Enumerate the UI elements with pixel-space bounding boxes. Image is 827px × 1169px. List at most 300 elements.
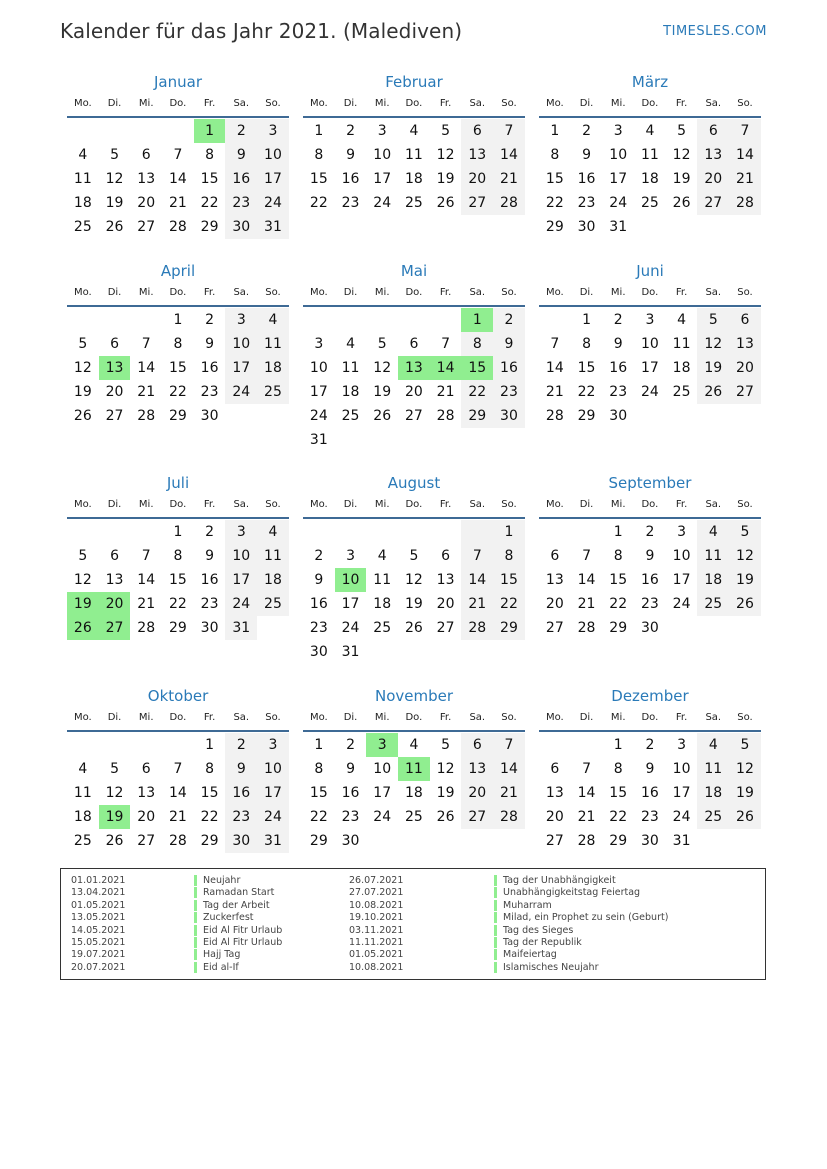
weekday-label: Do. [169,499,187,510]
weekday-label: Mo. [309,287,328,298]
week-row [67,215,289,239]
empty-day-cell [539,520,571,544]
day-cell: 20 [697,167,729,191]
weekday-label: Sa. [233,499,250,510]
week-row [67,332,289,356]
week-row [539,332,761,356]
day-cell: 23 [200,596,219,612]
day-cell: 29 [609,620,628,636]
day-cell: 29 [461,404,493,428]
legend-holiday-name: Eid al-If [194,962,239,973]
empty-day-cell [697,404,729,428]
brand-logo[interactable]: TIMESLES.COM [663,24,767,39]
legend-date: 14.05.2021 [71,924,126,936]
week-row [303,568,525,592]
day-cell: 22 [168,596,187,612]
week-row [539,616,761,640]
week-row [303,380,525,404]
holiday-day-cell: 26 [67,616,99,640]
weekday-label: Di. [343,287,358,298]
weekday-label: So. [265,98,281,109]
day-cell: 25 [373,620,392,636]
month-days [67,732,289,853]
week-row [67,520,289,544]
day-cell: 28 [137,408,156,424]
empty-day-cell [634,404,666,428]
day-cell: 8 [613,548,623,564]
day-cell: 18 [404,785,423,801]
legend-holiday-name: Neujahr [194,875,240,886]
empty-day-cell [99,733,131,757]
day-cell: 20 [729,356,761,380]
day-cell: 8 [550,147,560,163]
legend-date: 15.05.2021 [71,937,126,948]
empty-day-cell [335,308,367,332]
empty-day-cell [430,308,462,332]
day-cell: 3 [377,123,387,139]
week-row [67,191,289,215]
day-cell: 11 [257,332,289,356]
day-cell: 23 [225,191,257,215]
day-cell: 24 [609,195,628,211]
month-name: Oktober [147,687,209,705]
week-row [67,616,289,640]
month-8 [303,471,525,664]
holiday-day-cell: 10 [335,568,367,592]
day-cell: 13 [105,572,124,588]
day-cell: 10 [309,360,328,376]
weekday-label: Fr. [203,287,216,298]
holiday-day-cell: 1 [194,119,226,143]
day-cell: 4 [377,548,387,564]
weekday-label: So. [737,499,753,510]
weekday-label: So. [265,499,281,510]
day-cell: 2 [225,733,257,757]
week-row [303,520,525,544]
day-cell: 1 [314,123,324,139]
weekday-label: So. [501,499,517,510]
legend-date: 11.11.2021 [349,937,404,948]
weekday-label: Mo. [309,499,328,510]
legend-date: 20.07.2021 [71,961,126,973]
weekday-label: So. [501,712,517,723]
day-cell: 8 [205,147,215,163]
week-row [539,119,761,143]
day-cell: 12 [73,572,92,588]
day-cell: 17 [225,568,257,592]
week-row [303,640,525,664]
weekday-label: So. [265,287,281,298]
day-cell: 23 [309,620,328,636]
day-cell: 22 [577,384,596,400]
day-cell: 7 [582,761,591,777]
day-cell: 28 [436,408,455,424]
day-cell: 4 [677,312,687,328]
day-cell: 21 [493,781,525,805]
holiday-day-cell: 13 [99,356,131,380]
day-cell: 23 [341,195,360,211]
day-cell: 26 [73,408,92,424]
day-cell: 21 [493,167,525,191]
day-cell: 3 [257,119,289,143]
day-cell: 24 [309,408,328,424]
empty-day-cell [666,616,698,640]
day-cell: 21 [577,809,596,825]
legend-date: 01.01.2021 [71,875,126,886]
day-cell: 18 [257,568,289,592]
weekday-label: Sa. [469,712,486,723]
day-cell: 25 [257,592,289,616]
week-row [303,829,525,853]
day-cell: 12 [729,544,761,568]
day-cell: 5 [110,761,119,777]
day-cell: 22 [493,592,525,616]
week-row [539,592,761,616]
week-row [303,781,525,805]
day-cell: 28 [461,616,493,640]
day-cell: 25 [341,408,360,424]
day-cell: 19 [729,568,761,592]
day-cell: 15 [309,171,328,187]
day-cell: 18 [73,195,92,211]
weekday-label: So. [737,98,753,109]
day-cell: 7 [173,761,183,777]
day-cell: 16 [577,171,596,187]
empty-day-cell [493,829,525,853]
day-cell: 19 [672,171,691,187]
day-cell: 6 [461,733,493,757]
empty-day-cell [257,616,289,640]
day-cell: 1 [582,312,591,328]
holiday-day-cell: 15 [461,356,493,380]
day-cell: 30 [640,833,659,849]
day-cell: 2 [493,308,525,332]
day-cell: 20 [137,809,156,825]
month-name: November [374,687,454,705]
holiday-day-cell: 11 [398,757,430,781]
day-cell: 23 [609,384,628,400]
month-name: Mai [400,262,428,280]
weekday-label: Sa. [233,287,250,298]
day-cell: 16 [341,171,360,187]
day-cell: 4 [78,147,88,163]
day-cell: 23 [577,195,596,211]
empty-day-cell [430,640,462,664]
day-cell: 19 [729,781,761,805]
day-cell: 1 [613,524,623,540]
week-row [303,757,525,781]
day-cell: 18 [697,781,729,805]
week-row [67,356,289,380]
holiday-day-cell: 14 [430,356,462,380]
day-cell: 28 [577,620,596,636]
day-cell: 20 [545,809,564,825]
week-row [303,143,525,167]
week-row [303,356,525,380]
month-days [539,118,761,239]
day-cell: 25 [73,219,92,235]
legend-date: 26.07.2021 [349,875,404,886]
day-cell: 5 [78,548,88,564]
day-cell: 15 [545,171,564,187]
week-row [539,356,761,380]
day-cell: 18 [373,596,392,612]
day-cell: 11 [404,147,423,163]
day-cell: 15 [168,360,187,376]
weekday-label: Mi. [610,499,626,510]
day-cell: 19 [373,384,392,400]
empty-day-cell [398,640,430,664]
week-row [303,592,525,616]
day-cell: 18 [257,356,289,380]
day-cell: 5 [441,737,451,753]
weekday-label: Do. [405,712,423,723]
legend-holiday-name: Eid Al Fitr Urlaub [194,925,282,936]
week-row [303,428,525,452]
empty-day-cell [130,733,162,757]
day-cell: 15 [609,572,628,588]
weekday-header [539,94,761,118]
weekday-label: So. [501,98,517,109]
week-row [67,544,289,568]
day-cell: 20 [545,596,564,612]
weekday-label: Do. [641,98,659,109]
empty-day-cell [130,119,162,143]
day-cell: 6 [441,548,451,564]
weekday-header [303,708,525,732]
day-cell: 6 [729,308,761,332]
day-cell: 20 [105,384,124,400]
day-cell: 22 [609,596,628,612]
day-cell: 25 [73,833,92,849]
weekday-label: Mo. [545,712,564,723]
day-cell: 17 [672,785,691,801]
day-cell: 28 [168,833,187,849]
day-cell: 15 [609,785,628,801]
weekday-label: Do. [641,712,659,723]
day-cell: 4 [346,336,355,352]
day-cell: 1 [613,737,623,753]
day-cell: 10 [672,548,691,564]
empty-day-cell [461,640,493,664]
day-cell: 4 [257,308,289,332]
day-cell: 23 [640,596,659,612]
day-cell: 12 [105,785,124,801]
week-row [539,404,761,428]
week-row [303,544,525,568]
day-cell: 30 [200,408,219,424]
day-cell: 7 [493,733,525,757]
legend-holiday-name: Zuckerfest [194,912,254,923]
day-cell: 14 [493,757,525,781]
day-cell: 9 [346,147,355,163]
empty-day-cell [493,428,525,452]
day-cell: 18 [672,360,691,376]
empty-day-cell [366,520,398,544]
weekday-header [303,283,525,307]
weekday-label: Sa. [469,287,486,298]
weekday-label: Mo. [545,499,564,510]
weekday-label: Mi. [138,287,154,298]
day-cell: 1 [550,123,560,139]
day-cell: 8 [173,336,183,352]
empty-day-cell [130,520,162,544]
holiday-day-cell: 20 [99,592,131,616]
day-cell: 12 [729,757,761,781]
day-cell: 22 [309,809,328,825]
day-cell: 23 [225,805,257,829]
empty-day-cell [67,520,99,544]
weekday-label: Sa. [469,98,486,109]
day-cell: 11 [697,757,729,781]
day-cell: 30 [309,644,328,660]
legend-date: 10.08.2021 [349,899,404,911]
day-cell: 23 [640,809,659,825]
week-row [539,167,761,191]
week-row [303,805,525,829]
empty-day-cell [729,215,761,239]
weekday-label: Fr. [439,499,452,510]
weekday-label: Do. [405,499,423,510]
weekday-label: Sa. [705,712,722,723]
legend-holiday-name: Hajj Tag [194,949,240,960]
empty-day-cell [366,428,398,452]
day-cell: 4 [257,520,289,544]
day-cell: 9 [225,757,257,781]
day-cell: 2 [314,548,324,564]
empty-day-cell [729,829,761,853]
day-cell: 22 [545,195,564,211]
empty-day-cell [430,520,462,544]
day-cell: 28 [493,805,525,829]
legend-date: 01.05.2021 [349,949,404,961]
day-cell: 8 [314,761,324,777]
weekday-label: Fr. [675,712,688,723]
day-cell: 7 [582,548,591,564]
day-cell: 31 [672,833,691,849]
day-cell: 7 [461,544,493,568]
day-cell: 6 [550,548,560,564]
day-cell: 25 [640,195,659,211]
day-cell: 7 [141,548,151,564]
day-cell: 29 [309,833,328,849]
day-cell: 24 [373,195,392,211]
day-cell: 2 [645,524,655,540]
day-cell: 30 [493,404,525,428]
day-cell: 5 [729,520,761,544]
day-cell: 24 [257,191,289,215]
day-cell: 27 [137,833,156,849]
day-cell: 29 [493,616,525,640]
day-cell: 30 [577,219,596,235]
day-cell: 23 [200,384,219,400]
day-cell: 11 [373,572,392,588]
day-cell: 7 [173,147,183,163]
day-cell: 3 [225,520,257,544]
weekday-label: Sa. [233,712,250,723]
day-cell: 3 [314,336,324,352]
legend-date: 27.07.2021 [349,887,404,899]
day-cell: 31 [609,219,628,235]
legend-holiday-name: Tag der Unabhängigkeit [494,875,616,886]
empty-day-cell [697,829,729,853]
day-cell: 12 [697,332,729,356]
day-cell: 15 [493,568,525,592]
empty-day-cell [571,520,603,544]
empty-day-cell [430,829,462,853]
day-cell: 1 [173,312,183,328]
day-cell: 15 [200,785,219,801]
month-7 [67,471,289,640]
day-cell: 25 [697,805,729,829]
day-cell: 30 [225,215,257,239]
empty-day-cell [666,404,698,428]
empty-day-cell [634,215,666,239]
day-cell: 6 [550,761,560,777]
legend-holiday-name: Ramadan Start [194,887,274,898]
day-cell: 13 [137,785,156,801]
day-cell: 1 [314,737,324,753]
day-cell: 14 [168,171,187,187]
empty-day-cell [99,520,131,544]
day-cell: 6 [461,119,493,143]
day-cell: 12 [73,360,92,376]
week-row [539,757,761,781]
day-cell: 15 [200,171,219,187]
day-cell: 21 [168,195,187,211]
empty-day-cell [729,404,761,428]
weekday-label: Do. [169,712,187,723]
day-cell: 7 [550,336,560,352]
day-cell: 25 [257,380,289,404]
weekday-label: Fr. [675,287,688,298]
empty-day-cell [67,308,99,332]
day-cell: 10 [257,143,289,167]
day-cell: 18 [640,171,659,187]
day-cell: 11 [257,544,289,568]
empty-day-cell [257,404,289,428]
empty-day-cell [461,829,493,853]
day-cell: 29 [577,408,596,424]
day-cell: 10 [257,757,289,781]
day-cell: 20 [461,167,493,191]
weekday-label: Mi. [374,499,390,510]
day-cell: 26 [436,809,455,825]
empty-day-cell [461,428,493,452]
day-cell: 2 [225,119,257,143]
day-cell: 3 [346,548,355,564]
day-cell: 6 [110,336,119,352]
weekday-label: Mi. [610,712,626,723]
weekday-label: Fr. [203,712,216,723]
day-cell: 21 [168,809,187,825]
day-cell: 31 [257,215,289,239]
day-cell: 5 [377,336,387,352]
day-cell: 2 [346,737,355,753]
weekday-label: Mo. [309,98,328,109]
empty-day-cell [162,733,194,757]
day-cell: 3 [645,312,655,328]
day-cell: 26 [436,195,455,211]
day-cell: 13 [436,572,455,588]
weekday-label: Fr. [203,499,216,510]
day-cell: 30 [609,408,628,424]
day-cell: 13 [697,143,729,167]
day-cell: 31 [257,829,289,853]
weekday-header [539,495,761,519]
page-title: Kalender für das Jahr 2021. (Malediven) [60,19,463,43]
weekday-label: Sa. [469,499,486,510]
